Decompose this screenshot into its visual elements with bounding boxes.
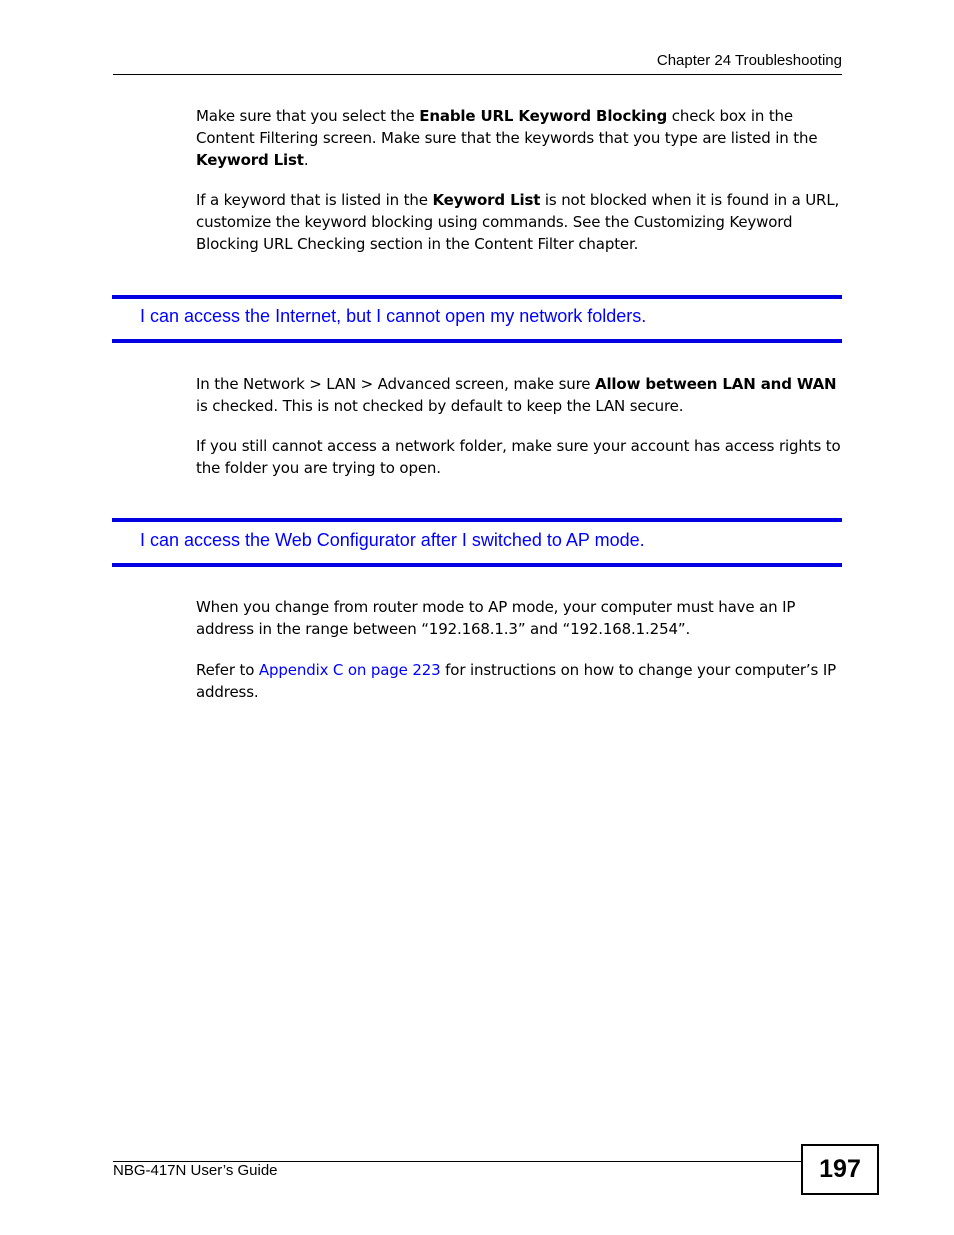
section-heading-network-folders: I can access the Internet, but I cannot open my network folders. (140, 306, 647, 326)
appendix-c-link[interactable]: Appendix C on page 223 (258, 661, 441, 679)
text-run: Make sure that you select the (196, 107, 420, 125)
section-bar-top (112, 518, 842, 522)
section-bar-top (112, 295, 842, 299)
header-divider (113, 74, 842, 75)
paragraph-refer-appendix (196, 659, 842, 703)
text-run: If you still cannot access a network folder, make sure your account has access rights to the folder you are trying to open. (196, 437, 841, 477)
paragraph-allow-lan-wan (196, 373, 842, 417)
section-heading-ap-mode: I can access the Web Configurator after I switched to AP mode. (140, 530, 645, 550)
page-number: 197 (801, 1144, 879, 1195)
text-run: If a keyword that is listed in the (196, 191, 433, 209)
text-run: check box in the Content Filtering screen. Make sure that the keywords that you type are listed in the (196, 107, 818, 147)
bold-term: Enable URL Keyword Blocking (419, 107, 668, 125)
paragraph-router-to-ap (196, 596, 842, 640)
running-header: Chapter 24 Troubleshooting (656, 52, 842, 69)
text-run: is checked. This is not checked by default to keep the LAN secure. (196, 397, 684, 415)
text-run: Refer to (196, 661, 259, 679)
text-run: In the Network > LAN > Advanced screen, make sure (196, 375, 595, 393)
text-run: is not blocked when it is found in a URL, customize the keyword blocking using commands. See the Customizing Keyword Blocking URL Checking section in the Content Filter chapter. (196, 191, 840, 253)
bold-term: Keyword List (196, 151, 304, 169)
text-run: for instructions on how to change your computer’s IP address. (196, 661, 836, 701)
bold-term: Allow between LAN and WAN (594, 375, 837, 393)
paragraph-keyword-not-blocked (196, 189, 842, 255)
bold-term: Keyword List (432, 191, 541, 209)
section-bar-bottom (112, 339, 842, 343)
text-run: . (303, 151, 309, 169)
section-bar-bottom (112, 563, 842, 567)
paragraph-enable-url-keyword (196, 105, 842, 171)
paragraph-access-rights (196, 435, 842, 479)
text-run: When you change from router mode to AP mode, your computer must have an IP address in the range between “192.168.1.3” and “192.168.1.254”. (196, 598, 796, 638)
footer-guide-title: NBG-417N User’s Guide (113, 1162, 278, 1179)
